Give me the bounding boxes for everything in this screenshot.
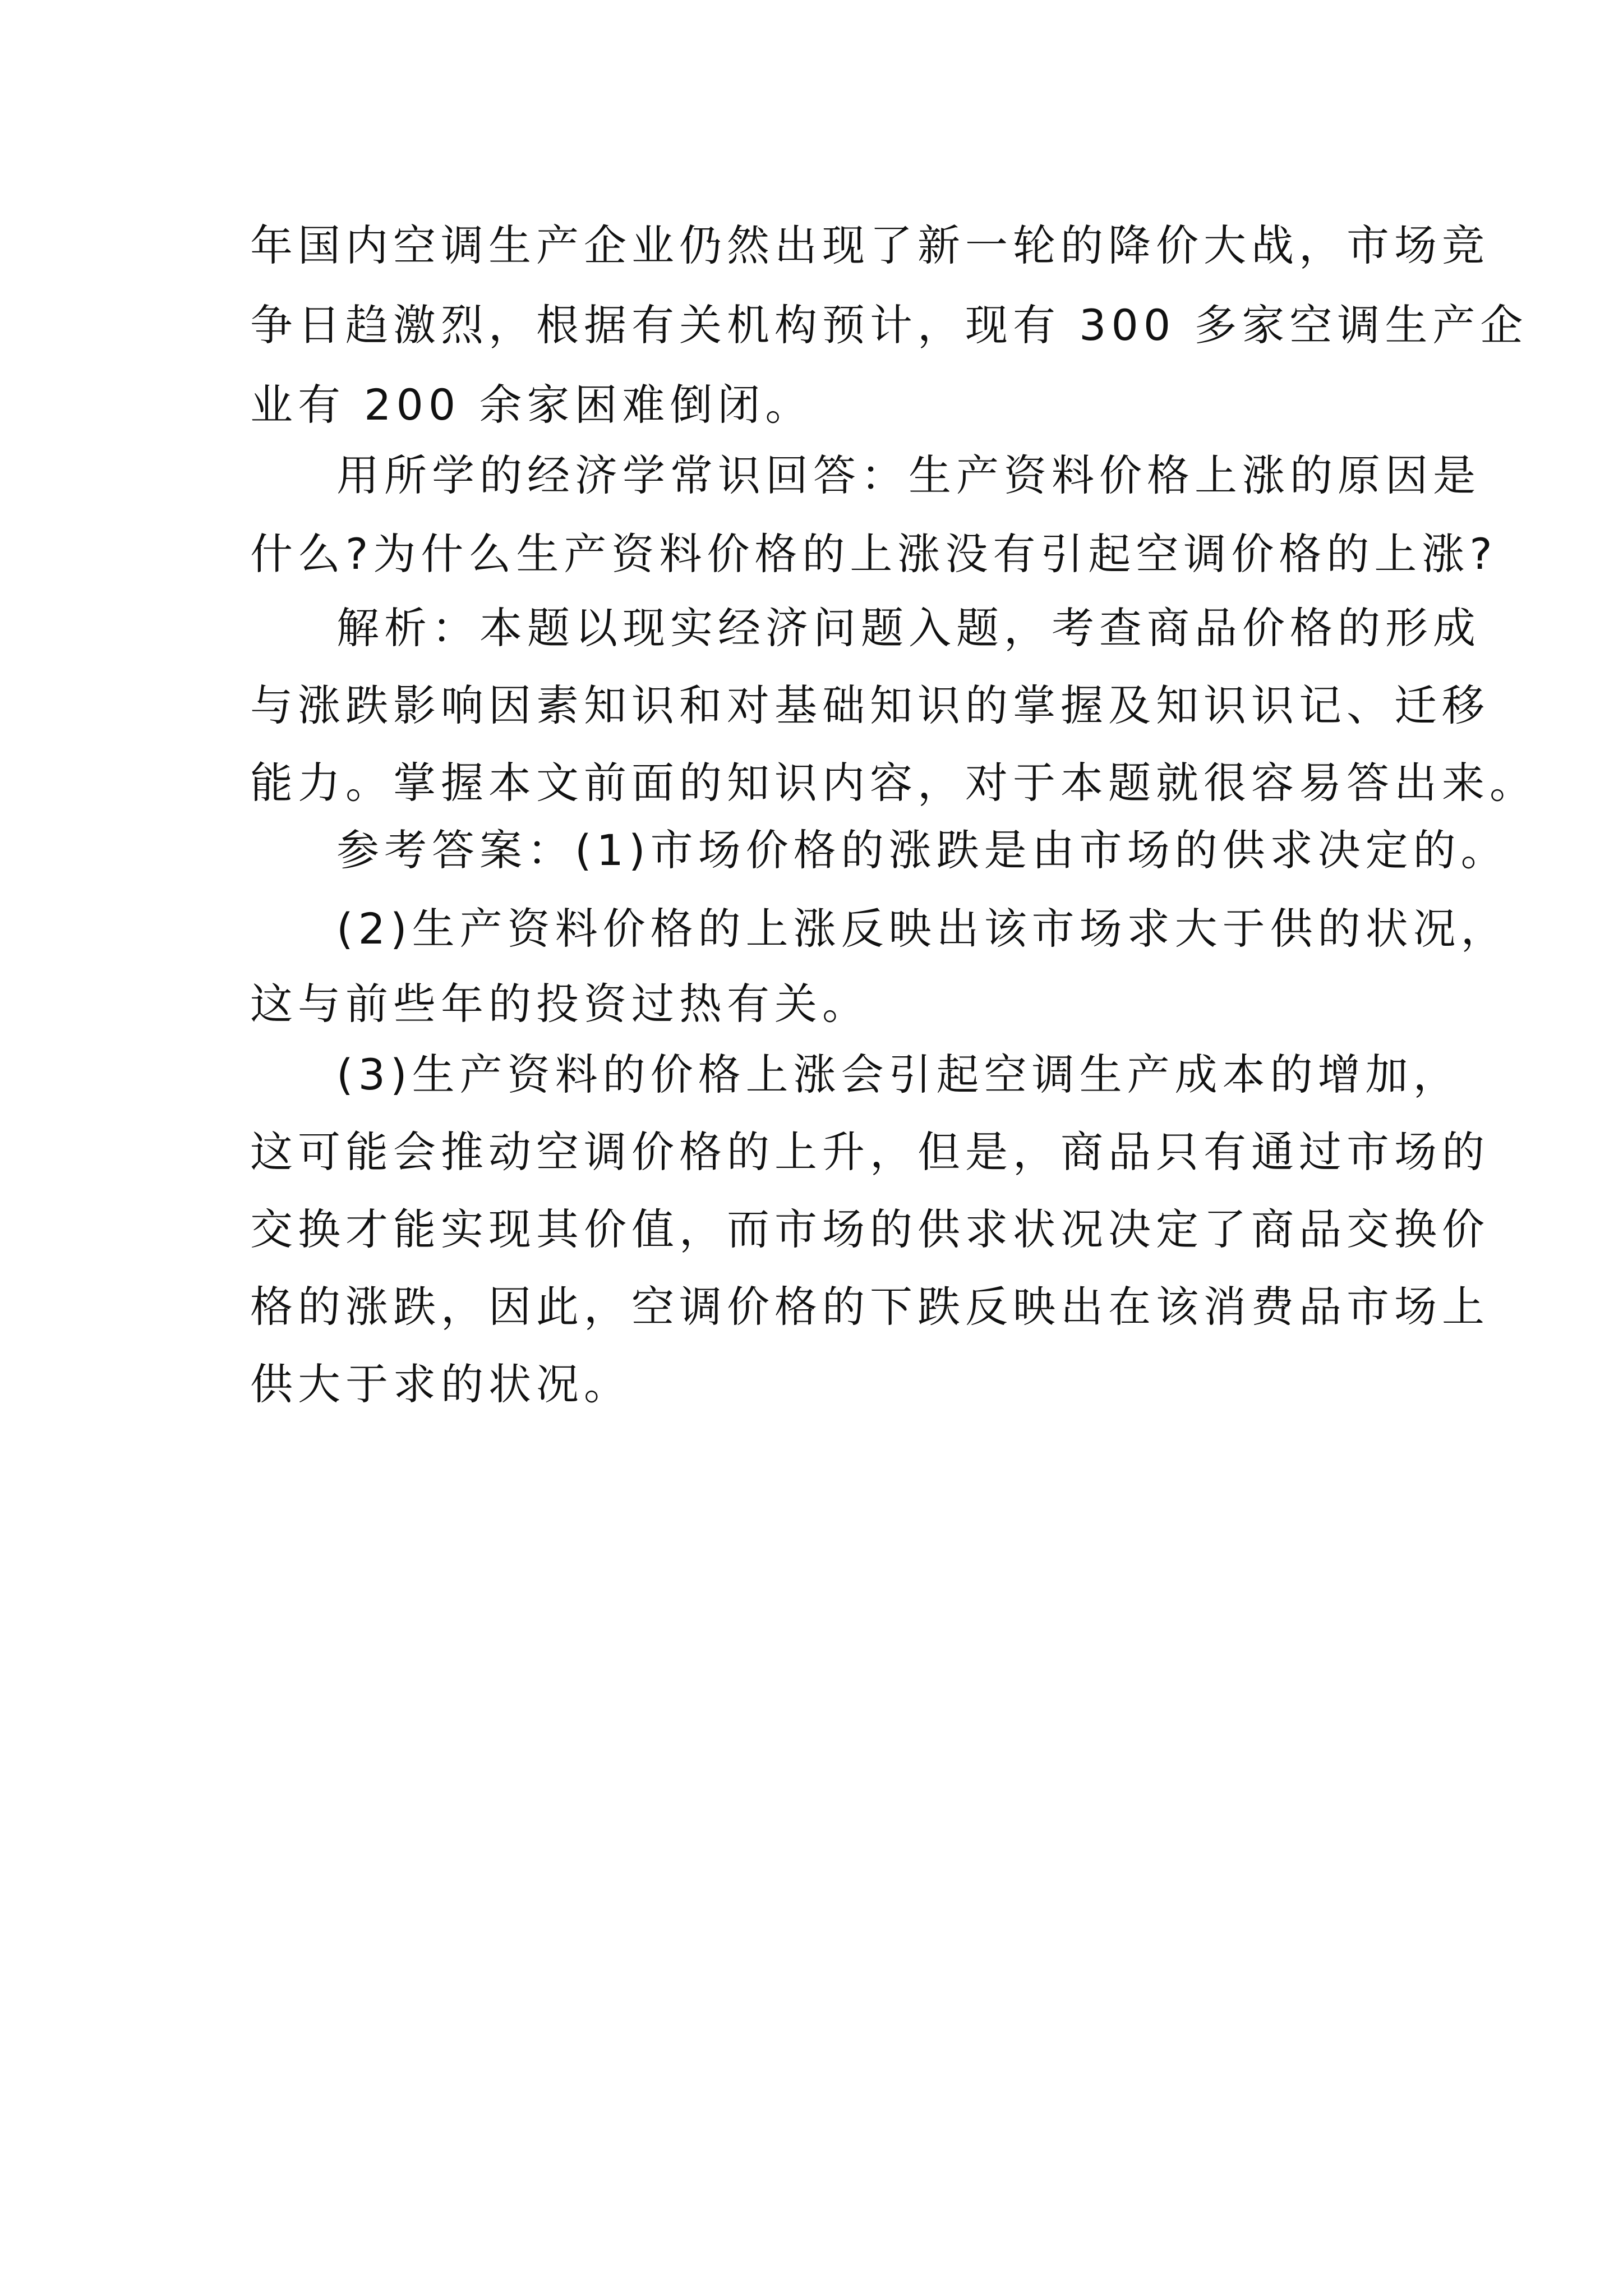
text-line: 用所学的经济学常识回答：生产资料价格上涨的原因是 bbox=[336, 450, 1481, 500]
text-line: 这与前些年的投资过热有关。 bbox=[250, 979, 870, 1029]
text-line: 与涨跌影响因素知识和对基础知识的掌握及知识识记、迁移 bbox=[250, 680, 1490, 730]
text-line: 这可能会推动空调价格的上升，但是，商品只有通过市场的 bbox=[250, 1127, 1490, 1177]
text-line: 解析：本题以现实经济问题入题，考查商品价格的形成 bbox=[336, 603, 1481, 653]
text-line: 供大于求的状况。 bbox=[250, 1359, 631, 1409]
text-line: 年国内空调生产企业仍然出现了新一轮的降价大战，市场竞 bbox=[250, 220, 1490, 270]
text-line: 能力。掌握本文前面的知识内容，对于本题就很容易答出来。 bbox=[250, 758, 1537, 808]
text-line: (2)生产资料价格的上涨反映出该市场求大于供的状况， bbox=[336, 904, 1509, 954]
text-line: (3)生产资料的价格上涨会引起空调生产成本的增加， bbox=[336, 1050, 1461, 1099]
text-line: 业有 200 余家困难倒闭。 bbox=[250, 380, 813, 430]
text-line: 格的涨跌，因此，空调价格的下跌反映出在该消费品市场上 bbox=[250, 1282, 1490, 1332]
text-line: 什么?为什么生产资料价格的上涨没有引起空调价格的上涨? bbox=[250, 529, 1497, 579]
text-line: 参考答案：(1)市场价格的涨跌是由市场的供求决定的。 bbox=[336, 825, 1509, 875]
text-line: 交换才能实现其价值，而市场的供求状况决定了商品交换价 bbox=[250, 1204, 1490, 1254]
text-line: 争日趋激烈，根据有关机构预计，现有 300 多家空调生产企 bbox=[250, 300, 1528, 350]
